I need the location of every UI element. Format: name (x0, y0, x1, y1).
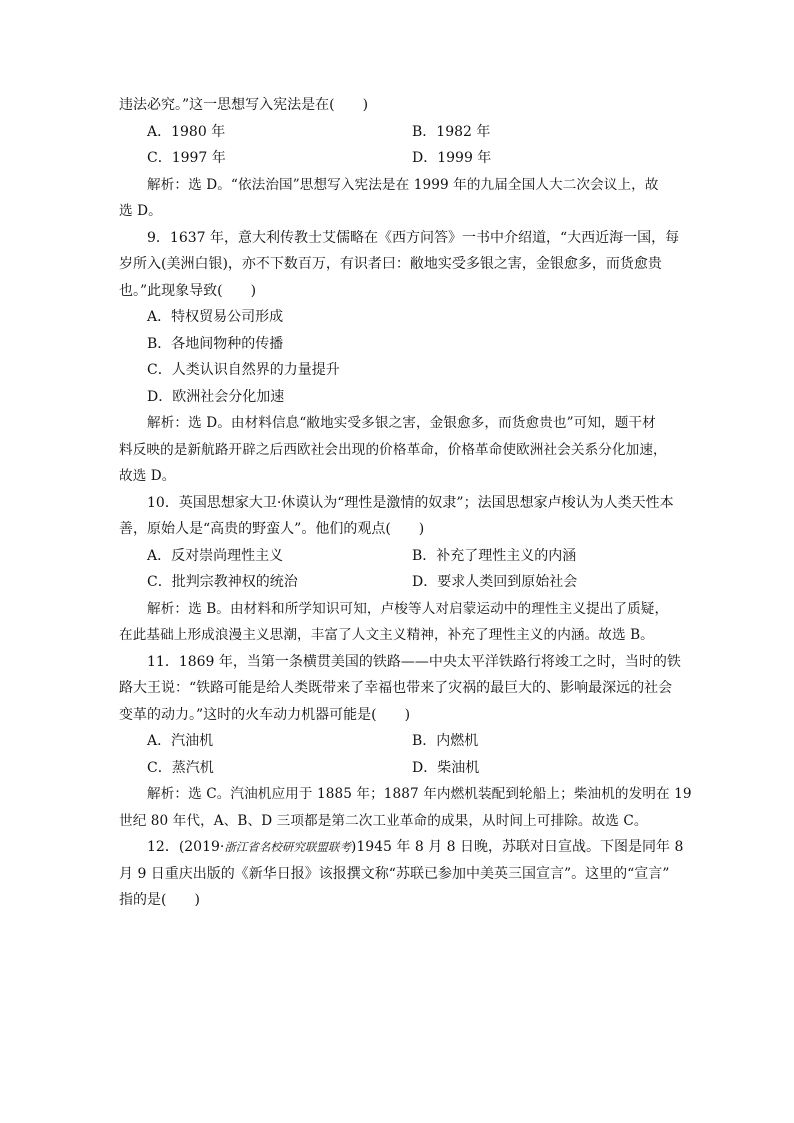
q9-solution-line: 解析：选 D。由材料信息“敝地实受多银之害，金银愈多，而货愈贵也”可知，题干材 (147, 415, 656, 431)
q10-solution-line: 在此基础上形成浪漫主义思潮，丰富了人文主义精神，补充了理性主义的内涵。故选 B。 (119, 627, 654, 643)
q8-solution-line: 选 D。 (119, 203, 162, 219)
q12-stem-text: )1945 年 8 月 8 日晚，苏联对日宣战。下图是同年 8 (350, 839, 684, 855)
q11-solution-line: 世纪 80 年代，A、B、D 三项都是第二次工业革命的成果，从时间上可排除。故选 C。 (119, 812, 648, 829)
q10-stem-line: 10．英国思想家大卫·休谟认为“理性是激情的奴隶”；法国思想家卢梭认为人类天性本 (147, 494, 674, 511)
q8-option-a: A．1980 年 (147, 123, 226, 140)
q10-options-row-2 (119, 569, 679, 596)
q10-stem-line: 善，原始人是“高贵的野蛮人”。他们的观点( ) (119, 521, 425, 537)
q10-solution-line: 解析：选 B。由材料和所学知识可知，卢梭等人对启蒙运动中的理性主义提出了质疑， (147, 600, 669, 617)
q10-option-b: B．补充了理性主义的内涵 (412, 547, 577, 564)
q9-option-c: C．人类认识自然界的力量提升 (147, 362, 340, 378)
q11-stem-line: 变革的动力。”这时的火车动力机器可能是( ) (119, 706, 411, 723)
q9-option-b: B．各地间物种的传播 (147, 335, 284, 352)
q11-option-a: A．汽油机 (147, 733, 214, 749)
q8-option-b: B．1982 年 (412, 123, 491, 140)
q11-stem-line: 11．1869 年，当第一条横贯美国的铁路——中央太平洋铁路行将竣工之时，当时的铁 (147, 653, 681, 670)
q8-stem: 违法必究。”这一思想写入宪法是在( ) (119, 97, 369, 113)
q10-option-c: C．批判宗教神权的统治 (147, 574, 298, 590)
q11-solution-line: 解析：选 C。汽油机应用于 1885 年；1887 年内燃机装配到轮船上；柴油机的发明在 19 (147, 786, 692, 802)
q8-option-c: C．1997 年 (147, 150, 226, 166)
q11-option-b: B．内燃机 (412, 733, 479, 749)
q11-stem-line: 路大王说：“铁路可能是给人类既带来了幸福也带来了灾祸的最巨大的、影响最深远的社会 (119, 680, 673, 696)
q8-option-d: D．1999 年 (412, 150, 492, 166)
q11-options-row-1 (119, 728, 679, 755)
q10-option-a: A．反对崇尚理性主义 (147, 547, 284, 564)
q9-option-d: D．欧洲社会分化加速 (147, 388, 285, 405)
q12-stem-line: 月 9 日重庆出版的《新华日报》该报撰文称“苏联已参加中美英三国宣言”。这里的“宣言” (119, 865, 670, 882)
q10-option-d: D．要求人类回到原始社会 (412, 574, 578, 590)
q8-solution-line: 解析：选 D。“依法治国”思想写入宪法是在 1999 年的九届全国人大二次会议上，故 (147, 176, 659, 193)
q9-solution-line: 料反映的是新航路开辟之后西欧社会出现的价格革命，价格革命使欧洲社会关系分化加速， (119, 441, 667, 458)
q12-source: 浙江省名校研究联盟联考 (224, 840, 351, 854)
q9-solution-line: 故选 D。 (119, 468, 176, 484)
q9-option-a: A．特权贸易公司形成 (147, 309, 284, 325)
q12-stem-line: 指的是( ) (119, 892, 200, 908)
q9-stem-line: 也。”此现象导致( ) (119, 282, 257, 299)
q9-stem-line: 岁所入(美洲白银)，亦不下数百万，有识者曰：敝地实受多银之害，金银愈多，而货愈贵 (119, 256, 662, 272)
q11-option-d: D．柴油机 (412, 759, 480, 776)
exam-page (119, 92, 692, 914)
q11-option-c: C．蒸汽机 (147, 759, 214, 776)
q11-options-row-2 (119, 755, 679, 782)
q8-options-row-1 (119, 119, 679, 146)
q10-options-row-1 (119, 543, 679, 570)
q12-number: 12．(2019· (147, 839, 225, 855)
q8-options-row-2 (119, 145, 679, 172)
q12-stem-line (119, 834, 684, 861)
q9-stem-line: 9．1637 年，意大利传教士艾儒略在《西方问答》一书中介绍道，“大西近海一国，每 (147, 229, 680, 246)
